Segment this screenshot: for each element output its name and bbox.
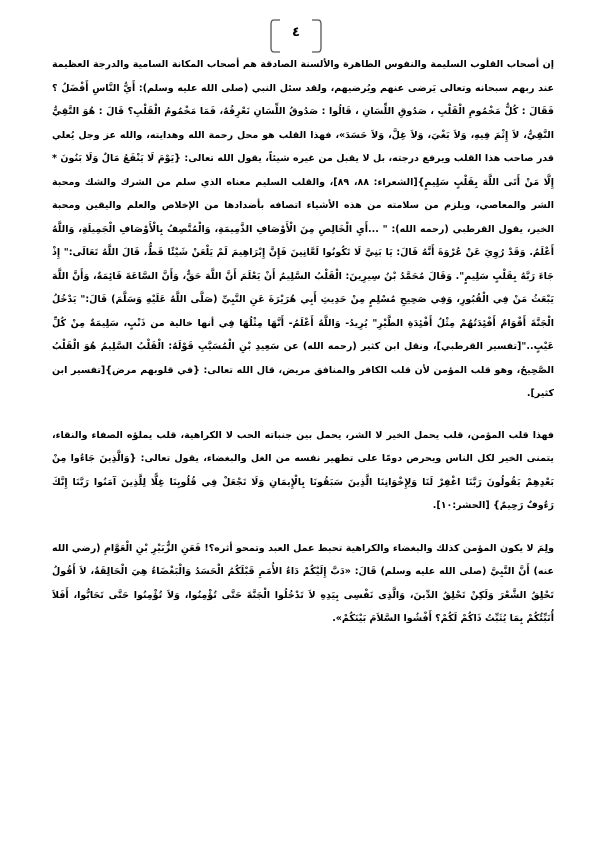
paragraph-hatred-hadith: ولِمَ لا يكون المؤمن كذلك والبغضاء والكراهية تحبط عمل العبد وتمحو أثره؟! فَعَنِ الزُّبَيْرِ بْنِ الْعَوَّامِ (رضي الله عنه) أَنَّ النَّبِيَّ (صلى الله عليه وسلم) قَالَ: «دَبَّ إِلَيْكُمْ دَاءُ الأُمَمِ قَبْلَكُمُ الْحَسَدُ وَالْبَغْضَاءُ هِيَ الْحَالِقَةُ، لاَ أَقُولُ تَحْلِقُ الشَّعْرَ وَلَكِنْ تَحْلِقُ الدِّينَ، وَالَّذِى نَفْسِى بِيَدِهِ لاَ تَدْخُلُوا الْجَنَّةَ حَتَّى تُؤْمِنُوا، وَلاَ تُؤْمِنُوا حَتَّى تَحَابُّوا، أَفَلاَ أُنَبِّئُكُمْ بِمَا يُثَبِّتُ ذَاكُمْ لَكُمْ؟ أَفْشُوا السَّلاَمَ بَيْنَكُمْ». [52, 542, 554, 624]
page-body [52, 53, 554, 631]
page-number-frame [266, 16, 326, 56]
paragraph-sound-heart: إن أصحاب القلوب السليمة والنفوس الطاهرة والألسنة الصادقة هم أصحاب المكانة السامية والدرجة العظيمة عند ربهم سبحانه وتعالى يَرضى عنهم ويُرضيهم، ولقد سئل النبي (صلى الله عليه وسلم): أَيُّ النَّاسِ أَفْضَلُ ؟ فَقَالَ : كُلُّ مَخْمُومِ الْقَلْبِ ، صَدُوقِ اللِّسَانِ ، قَالُوا : صَدُوقُ اللِّسَانِ نَعْرِفُهُ، فَمَا مَخْمُومُ الْقَلْبِ؟ قَالَ : هُوَ التَّقِيُّ النَّقِيُّ، لاَ إِثْمَ فِيهِ، وَلاَ بَغْيَ، وَلاَ غِلَّ، وَلاَ حَسَدَ»، فهذا القلب هو محل رحمة الله وهدايته، والله عز وجل يُعلي قدر صاحب هذا القلب ويرفع درجته، بل لا يقبل من غيره شيئاً، يقول الله تعالى: {يَوْمَ لَا يَنْفَعُ مَالٌ وَلَا بَنُونَ * إِلَّا مَنْ أَتَى اللَّهَ بِقَلْبٍ سَلِيمٍ}[الشعراء: ٨٨، ٨٩]، والقلب السليم معناه الذي سلم من الشرك والشك ومحبة الشر والمعاصي، ويلزم من سلامته من هذه الأشياء اتصافه بأضدادها من الإخلاص والعلم واليقين ومحبة الخير، يقول القرطبي (رحمه الله): " ...أَيِ الْخَالِصِ مِنَ الْأَوْصَافِ الذَّمِيمَةِ، وَالْمُتَّصِفُ بِالْأَوْصَافِ الْجَمِيلَةِ، وَاللَّهُ أَعْلَمُ. وَقَدْ رُوِيَ عَنْ عُرْوَةَ أَنَّهُ قَالَ: يَا بَنِيَّ لَا تَكُونُوا لَعَّانِينَ فَإِنَّ إِبْرَاهِيمَ لَمْ يَلْعَنْ شَيْئًا قَطُّ، قَالَ اللَّهُ تَعَالَى:" إِذْ جَاءَ رَبَّهُ بِقَلْبٍ سَلِيمٍ". وَقَالَ مُحَمَّدُ بْنُ سِيرِينَ: الْقَلْبُ السَّلِيمُ أَنْ يَعْلَمَ أَنَّ اللَّهَ حَقٌّ، وَأَنَّ السَّاعَةَ قَائِمَةٌ، وَأَنَّ اللَّهَ يَبْعَثُ مَنْ فِي الْقُبُورِ، وَفِي صَحِيحِ مُسْلِمٍ مِنْ حَدِيثِ أَبِي هُرَيْرَةَ عَنِ النَّبِيِّ (صَلَّى اللَّهُ عَلَيْهِ وَسَلَّمَ) قَالَ:" يَدْخُلُ الْجَنَّةَ أَقْوَامٌ أَفْئِدَتُهُمْ مِثْلُ أَفْئِدَةِ الطَّيْرِ" يُرِيدُ- وَاللَّهُ أَعْلَمُ- أَنَّهَا مِثْلُهَا فِي أنها خالية من ذَنْبٍ، سَلِيمَةٌ مِنْ كُلِّ عَيْبٍ.."[تفسير القرطبي]، ونقل ابن كثير (رحمه الله) عن سَعِيدِ بْنِ الْمُسَيَّبِ قَوْلَهُ: الْقَلْبُ السَّلِيمُ هُوَ الْقَلْبُ الصَّحِيحُ، وهو قلب المؤمن لأن قلب الكافر والمنافق مريض، قال الله تعالى: {في قلوبهم مرض}[تفسير ابن كثير]. [52, 59, 555, 399]
paragraph-believer-heart: فهذا قلب المؤمن، قلب يحمل الخير لا الشر، يحمل بين جنباته الحب لا الكراهية، قلب يملؤه الصفاء والنقاء، يتمنى الخير لكل الناس ويحرص دومًا على تطهير نفسه من الغل والبغضاء، يقول تعالى: {وَالَّذِينَ جَاءُوا مِنْ بَعْدِهِمْ يَقُولُونَ رَبَّنَا اغْفِرْ لَنَا وَلِإِخْوَانِنَا الَّذِينَ سَبَقُونَا بِالْإِيمَانِ وَلَا تَجْعَلْ فِي قُلُوبِنَا غِلًّا لِلَّذِينَ آمَنُوا رَبَّنَا إِنَّكَ رَءُوفٌ رَحِيمٌ} [الحشر:١٠]. [52, 429, 554, 511]
page-number: ٤ [292, 25, 300, 40]
